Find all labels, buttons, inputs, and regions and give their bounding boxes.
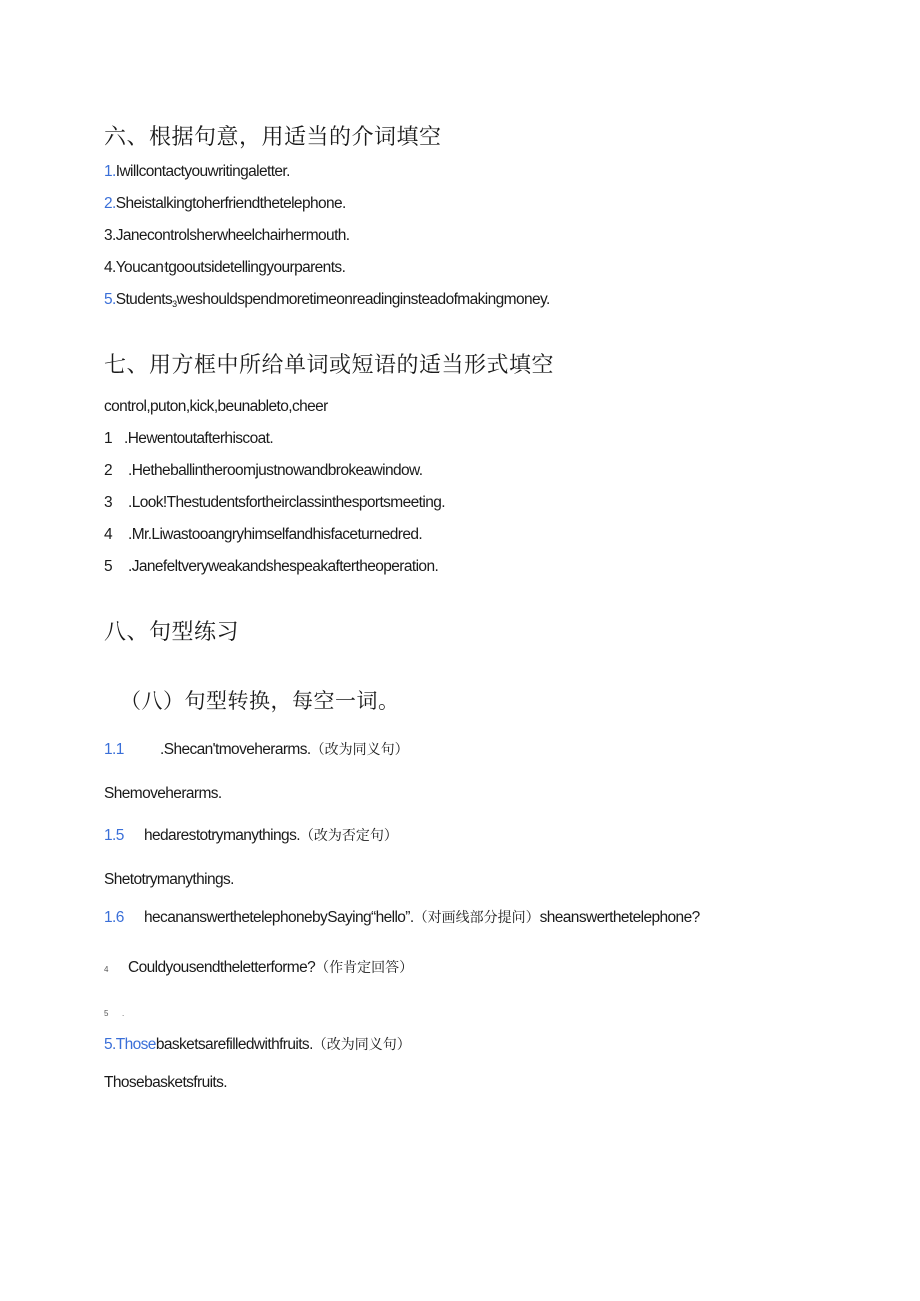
s7-item-4 [104,526,422,544]
s6-item-1 [104,163,290,181]
s8-q2 [104,825,398,845]
s8-q1 [104,739,409,759]
s7-item-1 [104,430,273,448]
s8-q1-answer: Shemoveherarms. [104,785,222,802]
section-8-heading: 八、句型练习 [104,620,240,645]
s6-item-4-text-b: tgooutsidetellingyourparents. [164,259,346,276]
s8-q4-mark-a: 5 [104,1009,108,1018]
s7-item-5 [104,558,438,576]
s7-word-box: control,puton,kick,beunableto,cheer [104,398,328,415]
s6-item-5-num: 5. [104,291,116,308]
s8-q1-num: 1.1 [104,741,124,758]
s7-item-4-text: .Mr.Liwastooangryhimselfandhisfaceturnedred. [128,526,423,543]
section-8-subheading: （八）句型转换，每空一词。 [120,689,400,713]
s8-q5-note: （改为同义句） [312,1037,411,1053]
s8-q1-note: （改为同义句） [310,742,409,758]
s8-q2-text: hedarestotrymanythings. [144,827,300,844]
s8-q2-answer: Shetotrymanythings. [104,871,234,888]
s8-q2-num: 1.5 [104,827,124,844]
s6-item-2-text: Sheistalkingtoherfriendthetelephone. [115,195,346,212]
s6-item-4-text-a: Youcan [115,259,164,276]
s6-item-5-text-b: weshouldspendmoretimeonreadinginsteadofmakingmoney. [176,291,550,308]
s6-item-5-sub: 3 [172,299,177,309]
s6-item-4 [104,259,345,277]
s7-item-3-text: .Look!Thestudentsfortheirclassinthesportsmeeting. [128,494,445,511]
s8-q5-text-b: basketsarefilledwithfruits. [155,1036,313,1053]
s6-item-5-text-a: Students [115,291,173,308]
s8-q3-num: 1.6 [104,909,124,926]
s8-q5-answer: Thosebasketsfruits. [104,1074,227,1091]
s7-item-3 [104,494,445,512]
s7-item-3-num: 3 [104,494,113,511]
s6-item-1-text: Iwillcontactyouwritingaletter. [115,163,290,180]
s6-item-1-num: 1. [104,163,116,180]
s7-item-2-text: .Hetheballintheroomjustnowandbrokeawindow. [128,462,423,479]
s6-item-2-num: 2. [104,195,116,212]
section-6-heading: 六、根据句意，用适当的介词填空 [104,125,442,150]
s6-item-5 [104,291,550,309]
s7-item-5-text: .Janefeltveryweakandshespeakaftertheoperation. [128,558,439,575]
s8-q3-note: （对画线部分提问） [413,910,540,926]
s7-item-1-text: .Hewentoutafterhiscoat. [124,430,274,447]
s8-q2-note: （改为否定句） [299,828,398,844]
s6-item-3 [104,227,350,245]
s8-q3 [104,907,700,927]
s6-item-3-num: 3. [104,227,116,244]
s8-q3-text-a: hecananswerthetelephonebySaying“hello”. [144,909,414,926]
s7-item-2 [104,462,422,480]
s8-q5-num: 5. [104,1036,116,1053]
s8-q4-answer-marks [104,1003,124,1021]
s8-q3-text-b: sheanswerthetelephone? [539,909,700,926]
s8-q5-text-a: Those [115,1036,156,1053]
s6-item-2 [104,195,346,213]
s8-q4-note: （作肯定回答） [315,960,414,976]
s7-item-5-num: 5 [104,558,113,575]
s6-item-3-text: Janecontrolsherwheelchairhermouth. [115,227,350,244]
s8-q5 [104,1034,411,1054]
s7-item-2-num: 2 [104,462,113,479]
section-7-heading: 七、用方框中所给单词或短语的适当形式填空 [104,353,555,378]
s8-q4-mark-b: . [122,1009,124,1018]
s6-item-4-apostrophe: ’ [163,265,165,274]
s7-item-1-num: 1 [104,430,113,447]
s6-item-4-num: 4. [104,259,116,276]
s8-q4-text: Couldyousendtheletterforme? [128,959,316,976]
s8-q4 [104,957,413,977]
s8-q1-text: .Shecan'tmoveherarms. [160,741,311,758]
s8-q4-mark: 4 [104,965,108,974]
s7-item-4-num: 4 [104,526,113,543]
